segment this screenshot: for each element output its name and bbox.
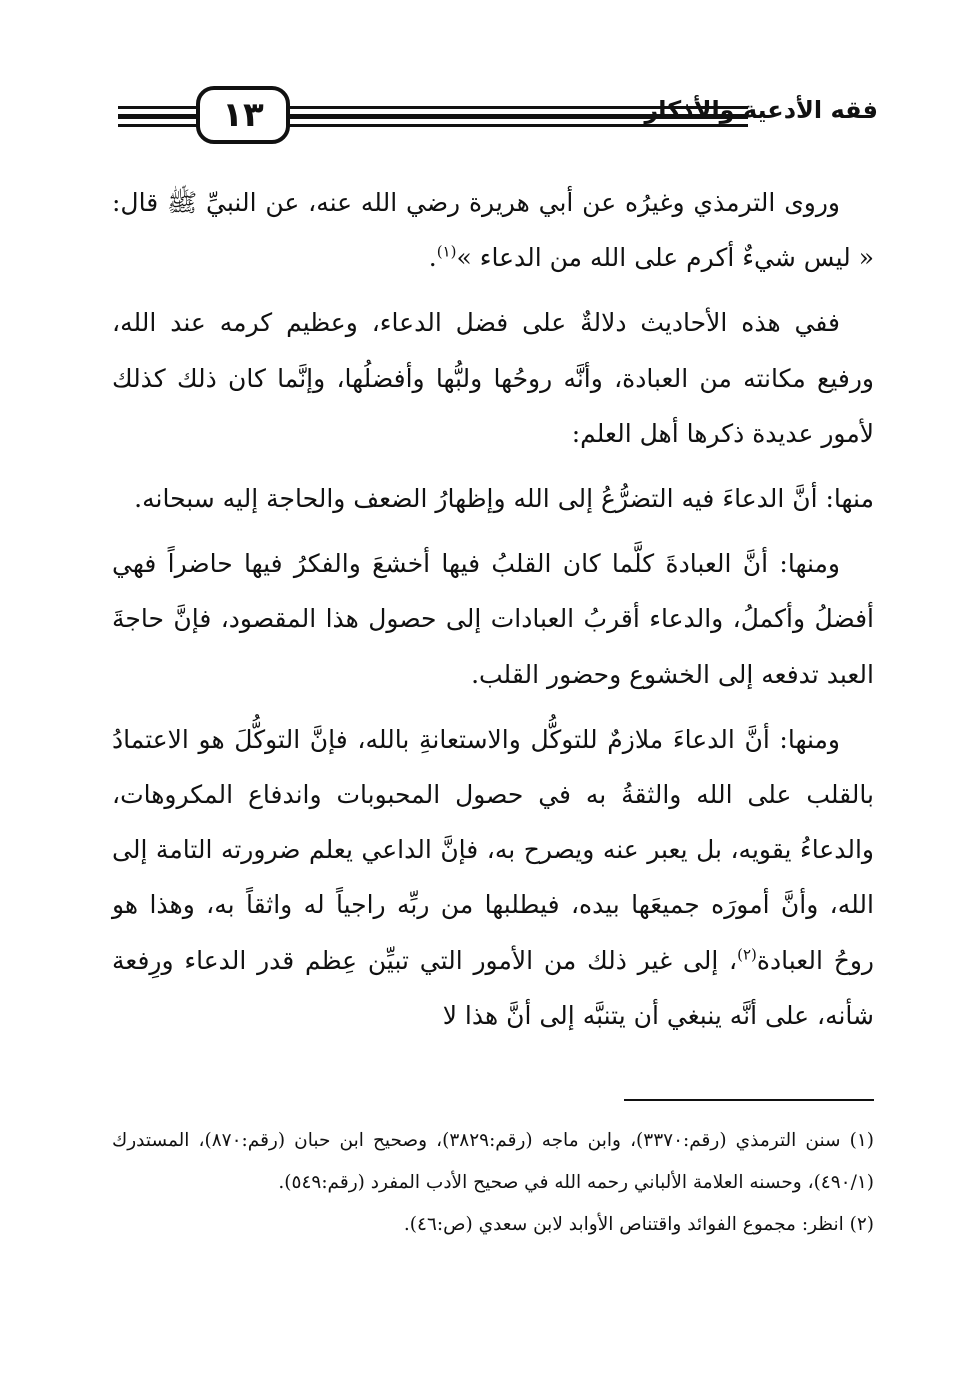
body-text [112,175,874,1053]
running-title: فقه الأدعية والأذكار [644,96,878,124]
paragraph-text: وروى الترمذي وغيرُه عن أبي هريرة رضي الله عنه، عن النبيِّ ﷺ قال: « ليس شيءٌ أكرم على الله من الدعاء » [112,188,874,273]
paragraph-text-tail: ، إلى غير ذلك من الأمور التي تبيِّن عِظم قدر الدعاء ورِفعة شأنه، على أنَّه ينبغي أن يتنبَّه إلى أنَّ هذا لا [112,945,874,1030]
header-rule-left [118,106,198,128]
page-number: ١٣ [196,86,290,144]
paragraph [112,175,874,285]
paragraph-text: ومنها: أنَّ الدعاءَ ملازمٌ للتوكُّل والاستعانةِ بالله، فإنَّ التوكُّلَ هو الاعتمادُ بالقلب على الله والثقةُ به في حصول المحبوبات واندفاع المكروهات، والدعاءُ يقويه، بل يعبر عنه ويصرح به، فإنَّ الداعي يعلم ضرورته التامة إلى الله، وأنَّ أمورَه جميعَها بيده، فيطلبها من ربِّه راجياً له واثقاً به، وهذا هو روحُ العبادة [112,724,874,975]
footnote-item: (٢) انظر: مجموع الفوائد واقتناص الأوابد لابن سعدي (ص:٤٦). [403,1214,874,1235]
paragraph [112,536,874,702]
paragraph [112,295,874,461]
paragraph-text: منها: أنَّ الدعاءَ فيه التضرُّعُ إلى الله وإظهارُ الضعف والحاجة إليه سبحانه. [134,484,874,514]
page-header [118,84,878,154]
paragraph-text: ومنها: أنَّ العبادةَ كلَّما كان القلبُ فيها أخشعَ والفكرُ فيها حاضراً فهي أفضلُ وأكملُ، والدعاء أقربُ العبادات إلى حصول هذا المقصود، فإنَّ حاجةَ العبد تدفعه إلى الخشوع وحضور القلب. [112,549,874,689]
footnote-separator [624,1099,874,1101]
footnote-ref: (٢) [737,945,757,964]
footnote-item: (١) سنن الترمذي (رقم:٣٣٧٠)، وابن ماجه (رقم:٣٨٢٩)، وصحيح ابن حبان (رقم:٨٧٠)، المستدرك (٤٩٠/١)، وحسنه العلامة الألباني رحمه الله في صحيح الأدب المفرد (رقم:٥٤٩). [112,1130,875,1193]
paragraph [112,471,874,526]
paragraph-text: ففي هذه الأحاديث دلالةٌ على فضل الدعاء، وعظيم كرمه عند الله، ورفيع مكانته من العبادة، وأنَّه روحُها ولبُّها وأفضلُها، وإنَّما كان ذلك كذلك لأمور عديدة ذكرها أهل العلم: [112,308,874,448]
footnote-ref: (١) [436,242,457,261]
footnotes [112,1120,874,1246]
paragraph [112,712,874,1043]
paragraph-text-tail: . [428,243,437,273]
